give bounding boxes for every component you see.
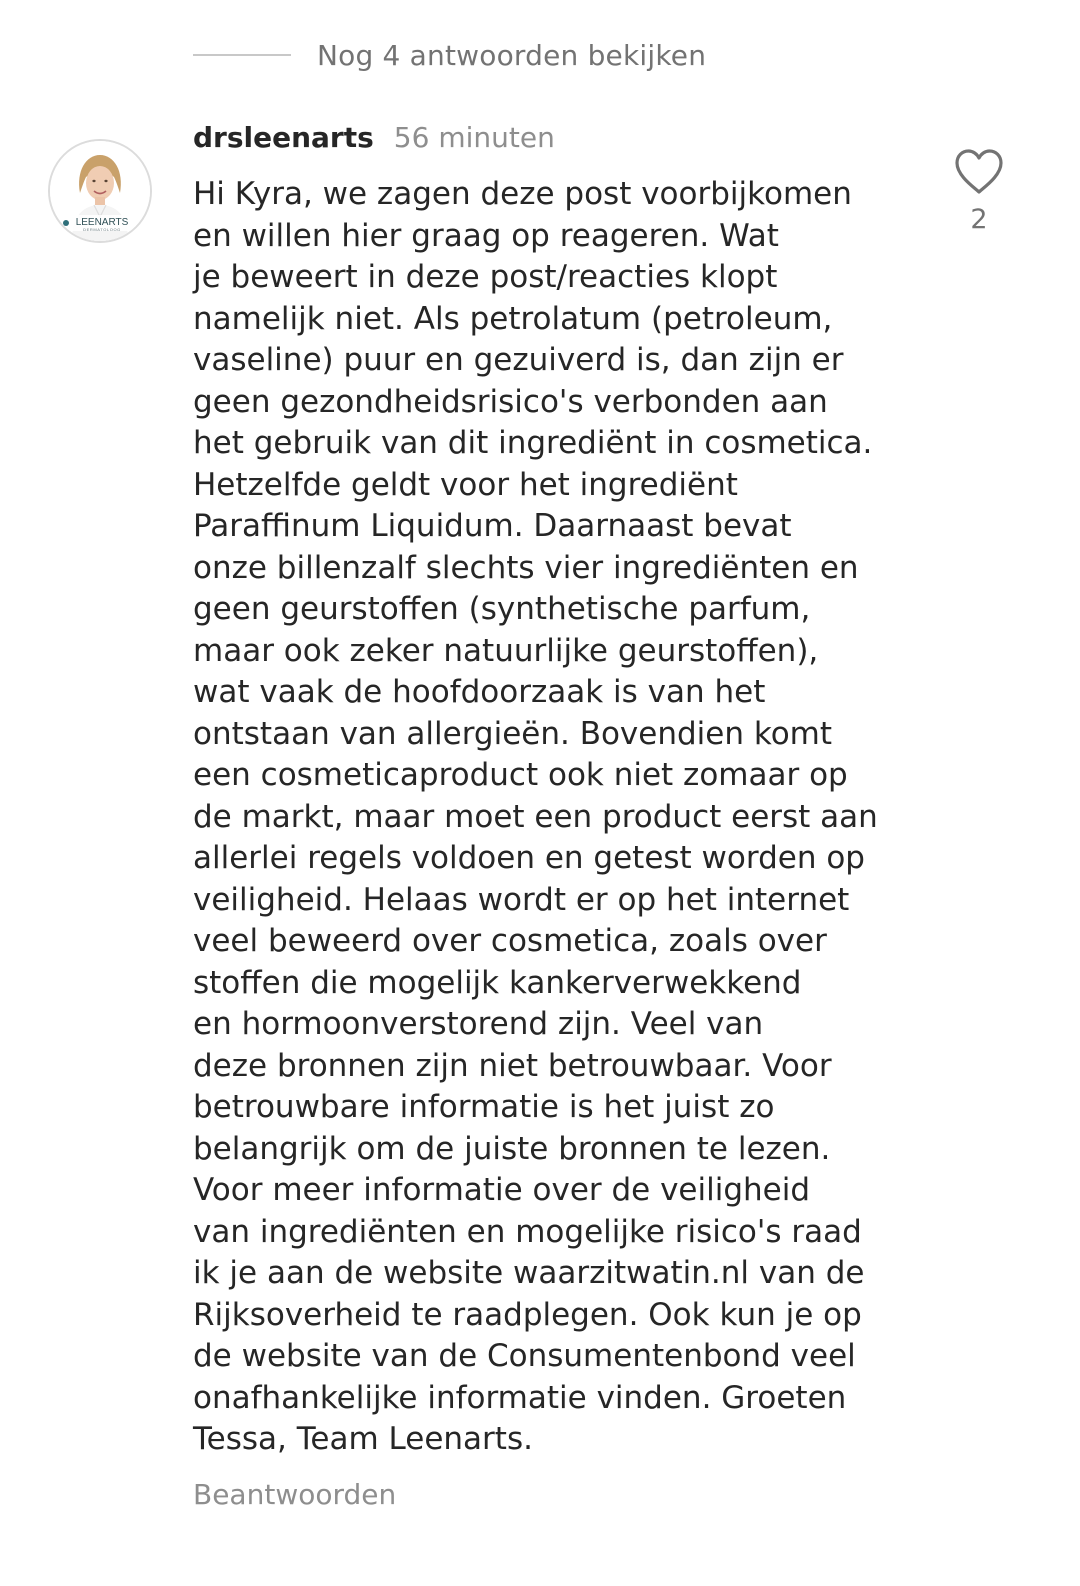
view-more-replies-button[interactable] bbox=[193, 30, 706, 80]
comment-username[interactable]: drsleenarts bbox=[193, 120, 374, 154]
replies-divider-line bbox=[193, 54, 291, 56]
comment-line: Tessa, Team Leenarts. bbox=[193, 1421, 533, 1457]
like-count: 2 bbox=[970, 204, 988, 235]
comment-line: geen geurstoffen (synthetische parfum, bbox=[193, 591, 811, 627]
comment-line: veiligheid. Helaas wordt er op het internet bbox=[193, 881, 850, 918]
heart-outline-icon[interactable] bbox=[953, 148, 1005, 196]
comment-line: maar ook zeker natuurlijke geurstoffen), bbox=[193, 632, 819, 669]
comment-line: de markt, maar moet een product eerst aan bbox=[193, 798, 878, 835]
comment-line: deze bronnen zijn niet betrouwbaar. Voor bbox=[193, 1047, 832, 1084]
comment-text bbox=[193, 174, 913, 1461]
comment-line: vaseline) puur en gezuiverd is, dan zijn er bbox=[193, 342, 844, 378]
comment-line: veel beweerd over cosmetica, zoals over bbox=[193, 923, 827, 959]
comment-line: Voor meer informatie over de veiligheid bbox=[193, 1172, 811, 1208]
comment-meta bbox=[193, 112, 555, 162]
comment-line: het gebruik van dit ingrediënt in cosmetica. bbox=[193, 425, 873, 461]
comment-line: wat vaak de hoofdoorzaak is van het bbox=[193, 674, 766, 710]
avatar-logo-subtext: DERMATOLOOG bbox=[83, 227, 121, 232]
comment-line: ik je aan de website waarzitwatin.nl van de bbox=[193, 1255, 865, 1291]
comment-line: Rijksoverheid te raadplegen. Ook kun je op bbox=[193, 1296, 862, 1333]
comment-line: namelijk niet. Als petrolatum (petroleum, bbox=[193, 300, 833, 337]
comment-line: Hetzelfde geldt voor het ingrediënt bbox=[193, 466, 738, 503]
comment-line: geen gezondheidsrisico's verbonden aan bbox=[193, 383, 828, 420]
comment-line: en willen hier graag op reageren. Wat bbox=[193, 217, 779, 254]
avatar-logo-text: LEENARTS bbox=[75, 217, 129, 228]
reply-button[interactable]: Beantwoorden bbox=[193, 1478, 397, 1511]
comment-line: je beweert in deze post/reacties klopt bbox=[193, 259, 778, 295]
comment-line: onze billenzalf slechts vier ingrediënten en bbox=[193, 549, 859, 586]
comment-line: de website van de Consumentenbond veel bbox=[193, 1338, 856, 1374]
comment-line: Paraffinum Liquidum. Daarnaast bevat bbox=[193, 508, 792, 544]
comment-line: belangrijk om de juiste bronnen te lezen. bbox=[193, 1130, 831, 1167]
comment-line: een cosmeticaproduct ook niet zomaar op bbox=[193, 757, 848, 793]
comment-line: stoffen die mogelijk kankerverwekkend bbox=[193, 964, 802, 1001]
comment-line: allerlei regels voldoen en getest worden op bbox=[193, 840, 865, 876]
comment-line: en hormoonverstorend zijn. Veel van bbox=[193, 1006, 764, 1042]
avatar-photo bbox=[50, 141, 150, 241]
avatar[interactable] bbox=[48, 139, 152, 243]
comment-line: Hi Kyra, we zagen deze post voorbijkomen bbox=[193, 176, 852, 212]
comment-timestamp: 56 minuten bbox=[393, 120, 555, 154]
comment-line: ontstaan van allergieën. Bovendien komt bbox=[193, 715, 833, 752]
comment-line: van ingrediënten en mogelijke risico's raad bbox=[193, 1213, 862, 1250]
like-control bbox=[950, 148, 1008, 235]
view-more-replies-label: Nog 4 antwoorden bekijken bbox=[317, 38, 707, 72]
comment-line: betrouwbare informatie is het juist zo bbox=[193, 1089, 775, 1125]
comment-line: onafhankelijke informatie vinden. Groeten bbox=[193, 1379, 847, 1416]
